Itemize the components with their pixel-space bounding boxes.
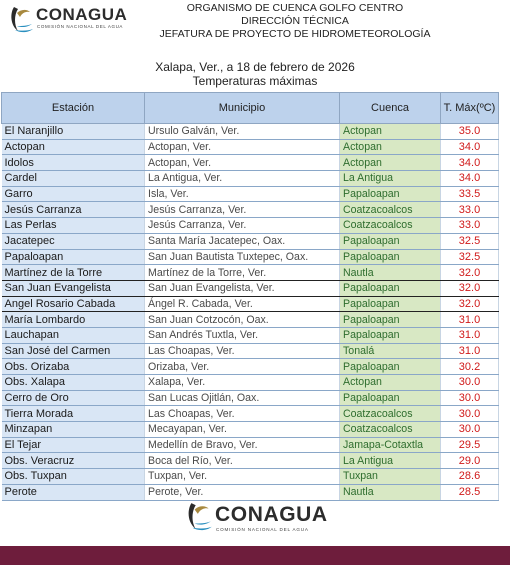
municipality-cell: San Juan Evangelista, Ver. xyxy=(145,280,340,296)
temperature-cell: 30.0 xyxy=(441,390,499,406)
station-cell: Las Perlas xyxy=(2,218,145,234)
municipality-cell: Boca del Río, Ver. xyxy=(145,453,340,469)
municipality-cell: Las Choapas, Ver. xyxy=(145,343,340,359)
municipality-cell: Jesús Carranza, Ver. xyxy=(145,218,340,234)
temperature-cell: 30.0 xyxy=(441,422,499,438)
municipality-cell: Martínez de la Torre, Ver. xyxy=(145,265,340,281)
logo-wordmark: CONAGUA xyxy=(215,503,328,526)
footer-bar xyxy=(0,546,510,565)
basin-cell: Papaloapan xyxy=(340,390,441,406)
logo-subtitle: COMISIÓN NACIONAL DEL AGUA xyxy=(216,527,309,532)
basin-cell: Nautla xyxy=(340,484,441,500)
column-header-municipio: Municipio xyxy=(145,93,340,124)
table-row xyxy=(2,359,499,375)
report-date: Xalapa, Ver., a 18 de febrero de 2026 xyxy=(155,60,355,74)
table-row xyxy=(2,249,499,265)
basin-cell: Coatzacoalcos xyxy=(340,218,441,234)
table-row xyxy=(2,422,499,438)
municipality-cell: San Lucas Ojitlán, Oax. xyxy=(145,390,340,406)
station-cell: Cerro de Oro xyxy=(2,390,145,406)
table-row xyxy=(2,469,499,485)
temperature-cell: 32.5 xyxy=(441,249,499,265)
org-line-2: DIRECCIÓN TÉCNICA xyxy=(241,15,349,27)
table-row xyxy=(2,171,499,187)
temperature-cell: 35.0 xyxy=(441,124,499,140)
conagua-logo-bottom xyxy=(185,497,335,537)
table-row xyxy=(2,296,499,312)
basin-cell: Nautla xyxy=(340,265,441,281)
municipality-cell: Mecayapan, Ver. xyxy=(145,422,340,438)
temperature-cell: 33.0 xyxy=(441,218,499,234)
temperature-cell: 34.0 xyxy=(441,171,499,187)
basin-cell: Papaloapan xyxy=(340,296,441,312)
municipality-cell: Orizaba, Ver. xyxy=(145,359,340,375)
station-cell: Garro xyxy=(2,186,145,202)
station-cell: San José del Carmen xyxy=(2,343,145,359)
temperature-cell: 28.5 xyxy=(441,484,499,500)
station-cell: Obs. Xalapa xyxy=(2,375,145,391)
station-cell: Obs. Veracruz xyxy=(2,453,145,469)
station-cell: Papaloapan xyxy=(2,249,145,265)
temperature-cell: 33.0 xyxy=(441,202,499,218)
table-row xyxy=(2,327,499,343)
municipality-cell: Santa María Jacatepec, Oax. xyxy=(145,233,340,249)
municipality-cell: Xalapa, Ver. xyxy=(145,375,340,391)
temperature-cell: 32.5 xyxy=(441,233,499,249)
column-header-estacion: Estación xyxy=(2,93,145,124)
station-cell: María Lombardo xyxy=(2,312,145,328)
station-cell: Jacatepec xyxy=(2,233,145,249)
table-row xyxy=(2,453,499,469)
municipality-cell: Isla, Ver. xyxy=(145,186,340,202)
station-cell: El Naranjillo xyxy=(2,124,145,140)
temperature-cell: 32.0 xyxy=(441,265,499,281)
table-row xyxy=(2,124,499,140)
basin-cell: Papaloapan xyxy=(340,233,441,249)
basin-cell: Actopan xyxy=(340,155,441,171)
station-cell: Angel Rosario Cabada xyxy=(2,296,145,312)
conagua-logo-icon xyxy=(185,497,215,535)
report-header xyxy=(0,0,510,56)
table-row xyxy=(2,155,499,171)
station-cell: Actopan xyxy=(2,139,145,155)
basin-cell: La Antigua xyxy=(340,453,441,469)
basin-cell: Papaloapan xyxy=(340,280,441,296)
table-row xyxy=(2,390,499,406)
basin-cell: Papaloapan xyxy=(340,312,441,328)
logo-wordmark: CONAGUA xyxy=(36,5,128,24)
temperature-cell: 32.0 xyxy=(441,280,499,296)
report-subtitle: Temperaturas máximas xyxy=(192,74,318,88)
table-body xyxy=(2,124,499,501)
station-cell: Martínez de la Torre xyxy=(2,265,145,281)
basin-cell: Tonalá xyxy=(340,343,441,359)
temperature-cell: 30.0 xyxy=(441,406,499,422)
column-header-tmax: T. Máx(ºC) xyxy=(441,93,499,124)
table-row xyxy=(2,202,499,218)
table-row xyxy=(2,265,499,281)
basin-cell: Coatzacoalcos xyxy=(340,406,441,422)
column-header-cuenca: Cuenca xyxy=(340,93,441,124)
temperature-cell: 31.0 xyxy=(441,327,499,343)
municipality-cell: Jesús Carranza, Ver. xyxy=(145,202,340,218)
municipality-cell: La Antigua, Ver. xyxy=(145,171,340,187)
municipality-cell: Medellín de Bravo, Ver. xyxy=(145,437,340,453)
table-row xyxy=(2,186,499,202)
temperature-table xyxy=(1,92,499,501)
table-row xyxy=(2,139,499,155)
table-row xyxy=(2,375,499,391)
org-line-1: ORGANISMO DE CUENCA GOLFO CENTRO xyxy=(186,2,404,14)
temperature-cell: 30.0 xyxy=(441,375,499,391)
table-header-row xyxy=(2,93,499,124)
table-row xyxy=(2,233,499,249)
basin-cell: Jamapa-Cotaxtla xyxy=(340,437,441,453)
basin-cell: Coatzacoalcos xyxy=(340,422,441,438)
station-cell: Perote xyxy=(2,484,145,500)
municipality-cell: San Juan Cotzocón, Oax. xyxy=(145,312,340,328)
temperature-cell: 34.0 xyxy=(441,139,499,155)
station-cell: San Juan Evangelista xyxy=(2,280,145,296)
temperature-cell: 29.5 xyxy=(441,437,499,453)
station-cell: Minzapan xyxy=(2,422,145,438)
basin-cell: Tuxpan xyxy=(340,469,441,485)
temperature-cell: 31.0 xyxy=(441,312,499,328)
temperature-cell: 34.0 xyxy=(441,155,499,171)
station-cell: Cardel xyxy=(2,171,145,187)
logo-subtitle: COMISIÓN NACIONAL DEL AGUA xyxy=(37,24,124,29)
station-cell: Lauchapan xyxy=(2,327,145,343)
temperature-cell: 29.0 xyxy=(441,453,499,469)
basin-cell: Papaloapan xyxy=(340,327,441,343)
table-row xyxy=(2,437,499,453)
municipality-cell: San Juan Bautista Tuxtepec, Oax. xyxy=(145,249,340,265)
temperature-cell: 33.5 xyxy=(441,186,499,202)
basin-cell: La Antigua xyxy=(340,171,441,187)
station-cell: Idolos xyxy=(2,155,145,171)
municipality-cell: Ursulo Galván, Ver. xyxy=(145,124,340,140)
basin-cell: Actopan xyxy=(340,124,441,140)
conagua-logo-icon xyxy=(8,3,36,35)
basin-cell: Papaloapan xyxy=(340,359,441,375)
org-line-3: JEFATURA DE PROYECTO DE HIDROMETEOROLOGÍA xyxy=(159,28,431,40)
municipality-cell: Perote, Ver. xyxy=(145,484,340,500)
basin-cell: Papaloapan xyxy=(340,186,441,202)
basin-cell: Coatzacoalcos xyxy=(340,202,441,218)
temperature-cell: 28.6 xyxy=(441,469,499,485)
station-cell: El Tejar xyxy=(2,437,145,453)
station-cell: Obs. Orizaba xyxy=(2,359,145,375)
table-row xyxy=(2,280,499,296)
table-row xyxy=(2,312,499,328)
municipality-cell: San Andrés Tuxtla, Ver. xyxy=(145,327,340,343)
station-cell: Tierra Morada xyxy=(2,406,145,422)
municipality-cell: Actopan, Ver. xyxy=(145,155,340,171)
basin-cell: Actopan xyxy=(340,375,441,391)
temperature-cell: 32.0 xyxy=(441,296,499,312)
table-row xyxy=(2,406,499,422)
temperature-cell: 30.2 xyxy=(441,359,499,375)
basin-cell: Actopan xyxy=(340,139,441,155)
municipality-cell: Las Choapas, Ver. xyxy=(145,406,340,422)
table-row xyxy=(2,218,499,234)
station-cell: Obs. Tuxpan xyxy=(2,469,145,485)
station-cell: Jesús Carranza xyxy=(2,202,145,218)
temperature-cell: 31.0 xyxy=(441,343,499,359)
municipality-cell: Actopan, Ver. xyxy=(145,139,340,155)
basin-cell: Papaloapan xyxy=(340,249,441,265)
municipality-cell: Tuxpan, Ver. xyxy=(145,469,340,485)
municipality-cell: Ángel R. Cabada, Ver. xyxy=(145,296,340,312)
table-row xyxy=(2,343,499,359)
